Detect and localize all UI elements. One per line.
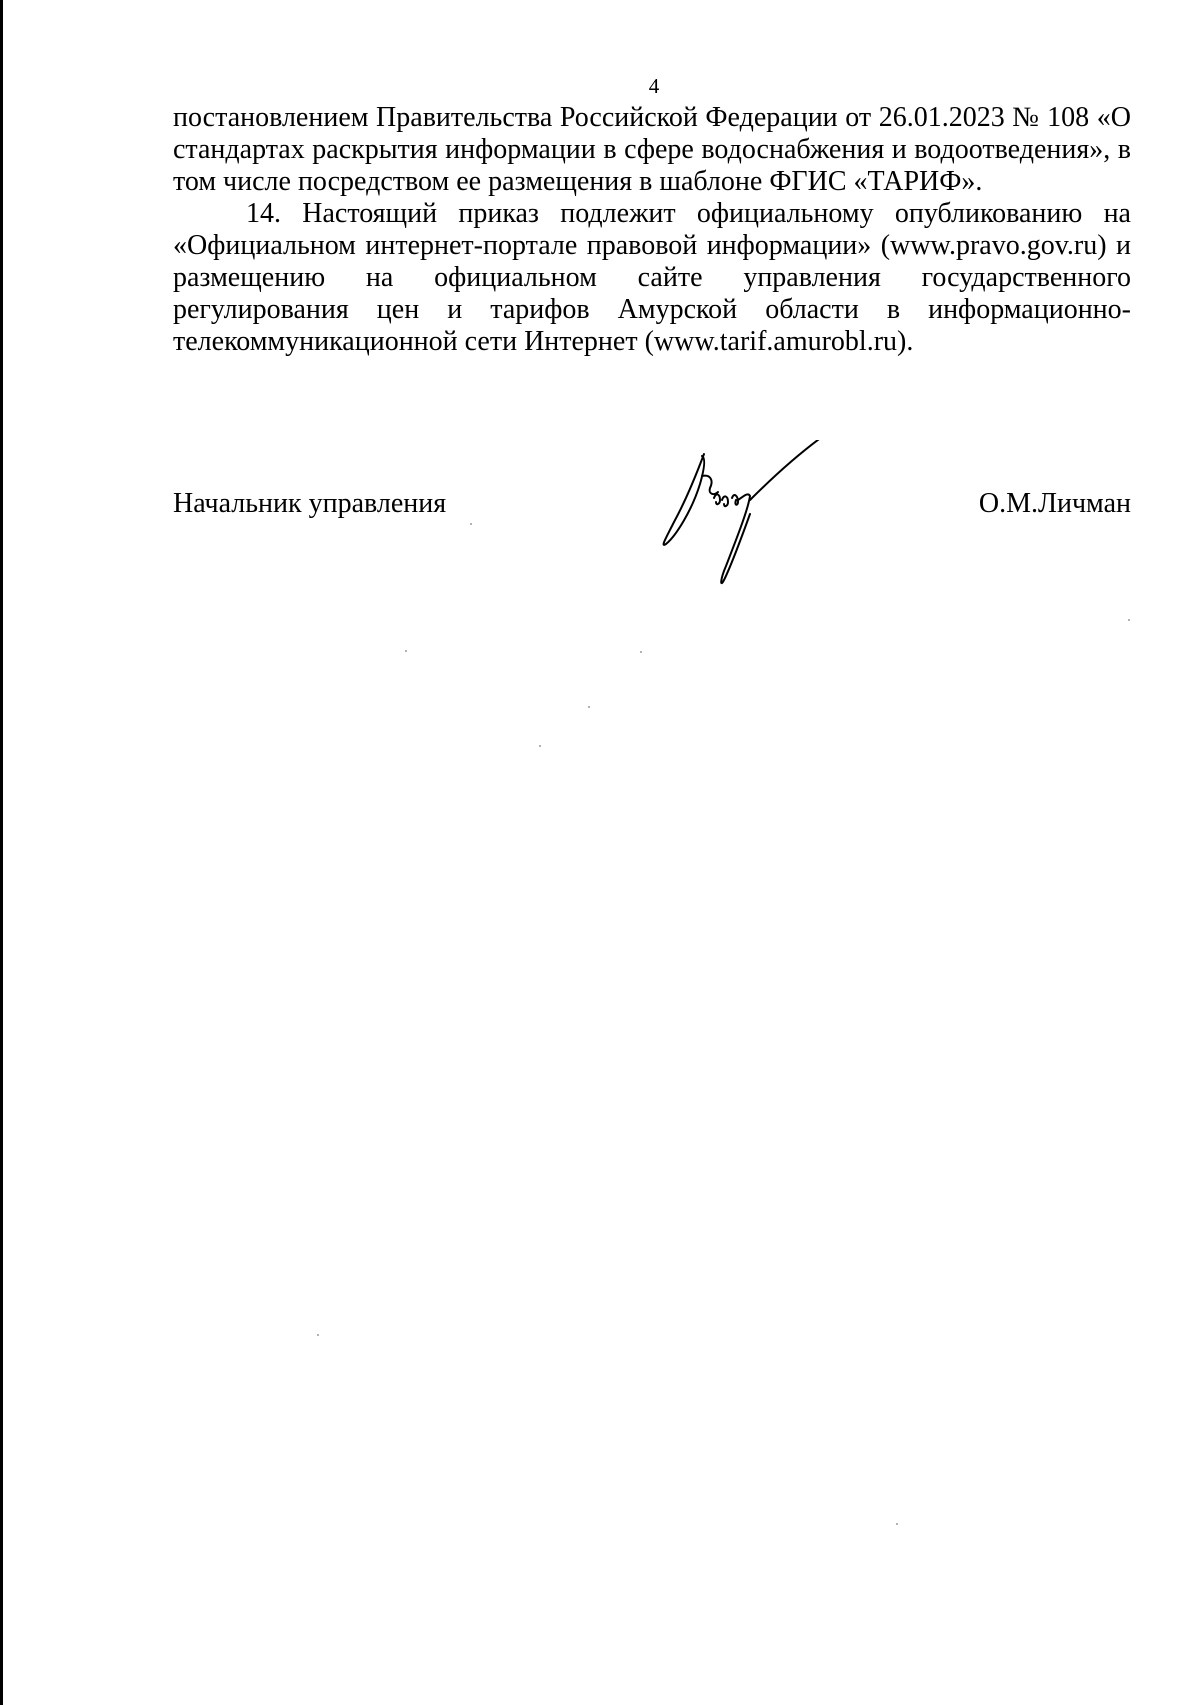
scan-speck [539,745,541,747]
scan-speck [470,523,472,525]
scan-speck [640,651,642,653]
handwritten-signature [650,440,830,600]
document-body [173,102,1131,358]
scan-speck [405,650,407,652]
page-number: 4 [648,74,660,98]
paragraph-14: 14. Настоящий приказ подлежит официальному опубликованию на «Официальном интернет-портале правовой информации» (www.pravo.gov.ru) и размещению на официальном сайте управления государственного регулирования цен и тарифов Амурской области в информационно-телекоммуникационной сети Интернет (www.tarif.amurobl.ru). [173,198,1131,357]
scan-speck [896,1523,898,1525]
paragraph-continuation: постановлением Правительства Российской Федерации от 26.01.2023 № 108 «О стандартах раскрытия информации в сфере водоснабжения и водоотведения», в том числе посредством ее размещения в шаблоне ФГИС «ТАРИФ». [173,102,1131,197]
signer-name: О.М.Личман [978,488,1131,519]
scan-speck [317,1334,319,1336]
signer-position: Начальник управления [173,488,447,519]
scan-speck [588,706,590,708]
scan-speck [1128,619,1130,621]
scan-edge [0,0,3,1705]
